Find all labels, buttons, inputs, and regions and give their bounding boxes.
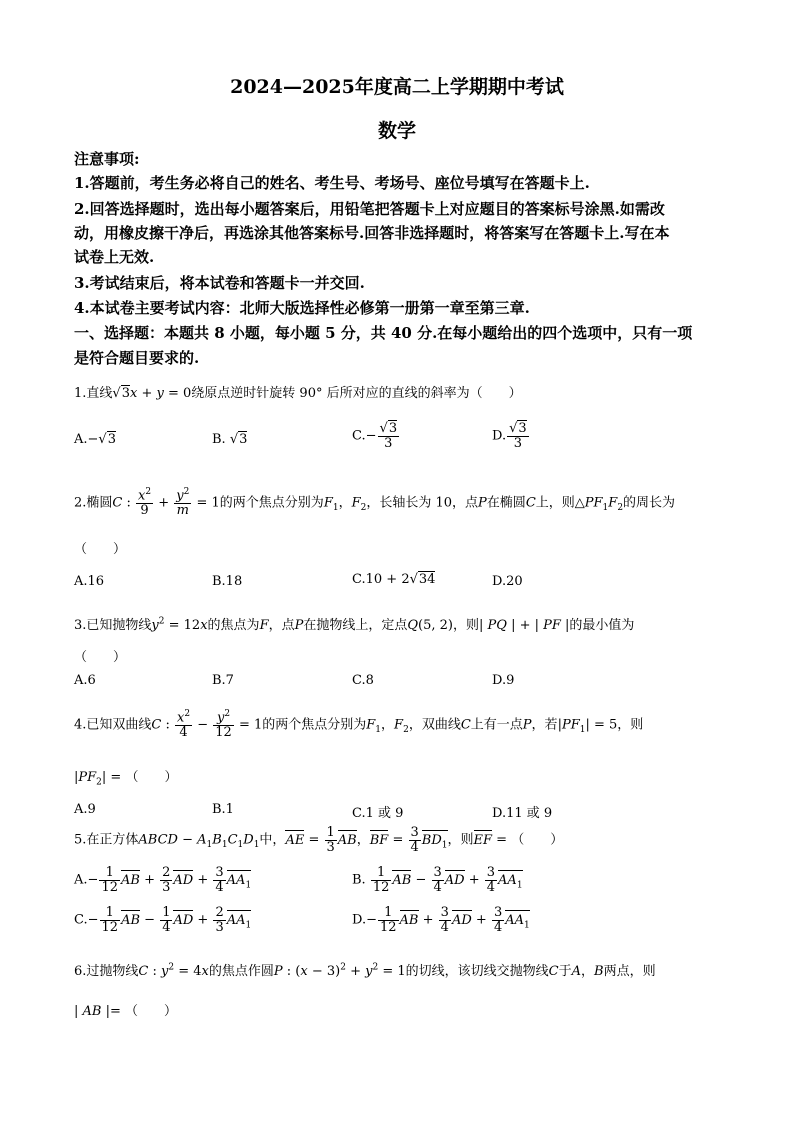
- q2-paren: （ ）: [74, 542, 127, 557]
- q3-option-a[interactable]: A.6: [74, 673, 96, 688]
- q3-option-d[interactable]: D.9: [492, 673, 515, 688]
- q6-blank: | AB |= （ ）: [74, 1004, 178, 1019]
- question-5: 5.在正方体ABCD − $A_1B_1C_1D_1$中，AE = $\frac{1}{3}$ AB，BF = $\frac{3}{4}$ $BD_1$，则EF = （ ）: [74, 825, 564, 855]
- section-heading-cont: 是符合题目要求的.: [74, 349, 200, 367]
- notice-item: 2.回答选择题时，选出每小题答案后，用铅笔把答题卡上对应题目的答案标号涂黑.如需改: [74, 200, 665, 218]
- q2-option-d[interactable]: D.20: [492, 574, 523, 589]
- notice-heading: 注意事项:: [74, 150, 140, 168]
- section-heading: 一、选择题：本题共 8 小题，每小题 5 分，共 40 分.在每小题给出的四个选项中，只有一项: [74, 324, 693, 342]
- q4-option-d[interactable]: D.11 或 9: [492, 806, 553, 821]
- q4-option-b[interactable]: B.1: [212, 802, 234, 817]
- notice-item: 4.本试卷主要考试内容：北师大版选择性必修第一册第一章至第三章.: [74, 299, 530, 317]
- question-2: 2.椭圆C : $\frac{x^2}{9}$ + $\frac{y^2}{m}$ = 1的两个焦点分别为$F_1$，$F_2$，长轴长为 10，点P在椭圆C上，则$\triangle PF_1F_2$的周长为: [74, 487, 676, 518]
- q1-equation: √3x + y = 0: [112, 386, 192, 401]
- notice-item: 试卷上无效.: [74, 248, 155, 266]
- exam-subject: 数学: [377, 120, 416, 142]
- q5-option-a[interactable]: A.− $\frac{1}{12}$ AB + $\frac{2}{3}$ AD + $\frac{3}{4}$ $AA_1$: [74, 865, 252, 895]
- question-4: 4.已知双曲线C : $\frac{x^2}{4}$ − $\frac{y^2}{12}$ = 1的两个焦点分别为$F_1$，$F_2$，双曲线C上有一点P，若$|PF_1| = 5$，则: [74, 709, 644, 740]
- q1-option-c[interactable]: C.− $\frac{√3}{3}$: [352, 421, 398, 451]
- q3-option-c[interactable]: C.8: [352, 673, 374, 688]
- q3-option-b[interactable]: B.7: [212, 673, 234, 688]
- q5-option-b[interactable]: B. $\frac{1}{12}$ AB − $\frac{3}{4}$ AD + $\frac{3}{4}$ $AA_1$: [352, 865, 523, 895]
- q5-option-d[interactable]: D.− $\frac{1}{12}$ AB + $\frac{3}{4}$ AD + $\frac{3}{4}$ $AA_1$: [352, 905, 530, 935]
- q4-option-a[interactable]: A.9: [74, 802, 96, 817]
- q1-option-d[interactable]: D. $\frac{√3}{3}$: [492, 421, 527, 451]
- question-6: 6.过抛物线C : $y^2 = 4x$的焦点作圆P : $(x - 3)^2 + y^2 = 1$的切线，该切线交抛物线C于A，B两点，则: [74, 962, 656, 979]
- q4-option-c[interactable]: C.1 或 9: [352, 806, 404, 821]
- notice-item: 3.考试结束后，将本试卷和答题卡一并交回.: [74, 274, 365, 292]
- q4-blank: $|PF_2|$ = （ ）: [74, 770, 178, 788]
- question-3: 3.已知抛物线$y^2 = 12x$的焦点为F，点P在抛物线上，定点Q(5, 2)，则| PQ | + | PF |的最小值为: [74, 616, 635, 633]
- notice-item: 1.答题前，考生务必将自己的姓名、考生号、考场号、座位号填写在答题卡上.: [74, 174, 590, 192]
- exam-title: 2024—2025年度高二上学期期中考试: [230, 76, 564, 98]
- q1-option-b[interactable]: B. √3: [212, 432, 248, 447]
- q1-option-a[interactable]: A.−√3: [74, 432, 116, 447]
- q3-paren: （ ）: [74, 650, 127, 665]
- q2-option-b[interactable]: B.18: [212, 574, 243, 589]
- q2-option-a[interactable]: A.16: [74, 574, 105, 589]
- q2-option-c[interactable]: C.10 + 2√34: [352, 572, 436, 587]
- notice-item: 动，用橡皮擦干净后，再选涂其他答案标号.回答非选择题时，将答案写在答题卡上.写在本: [74, 224, 670, 242]
- q5-option-c[interactable]: C.− $\frac{1}{12}$ AB − $\frac{1}{4}$ AD + $\frac{2}{3}$ $AA_1$: [74, 905, 252, 935]
- question-1: 1.直线√3x + y = 0绕原点逆时针旋转 90° 后所对应的直线的斜率为（ ）: [74, 386, 522, 401]
